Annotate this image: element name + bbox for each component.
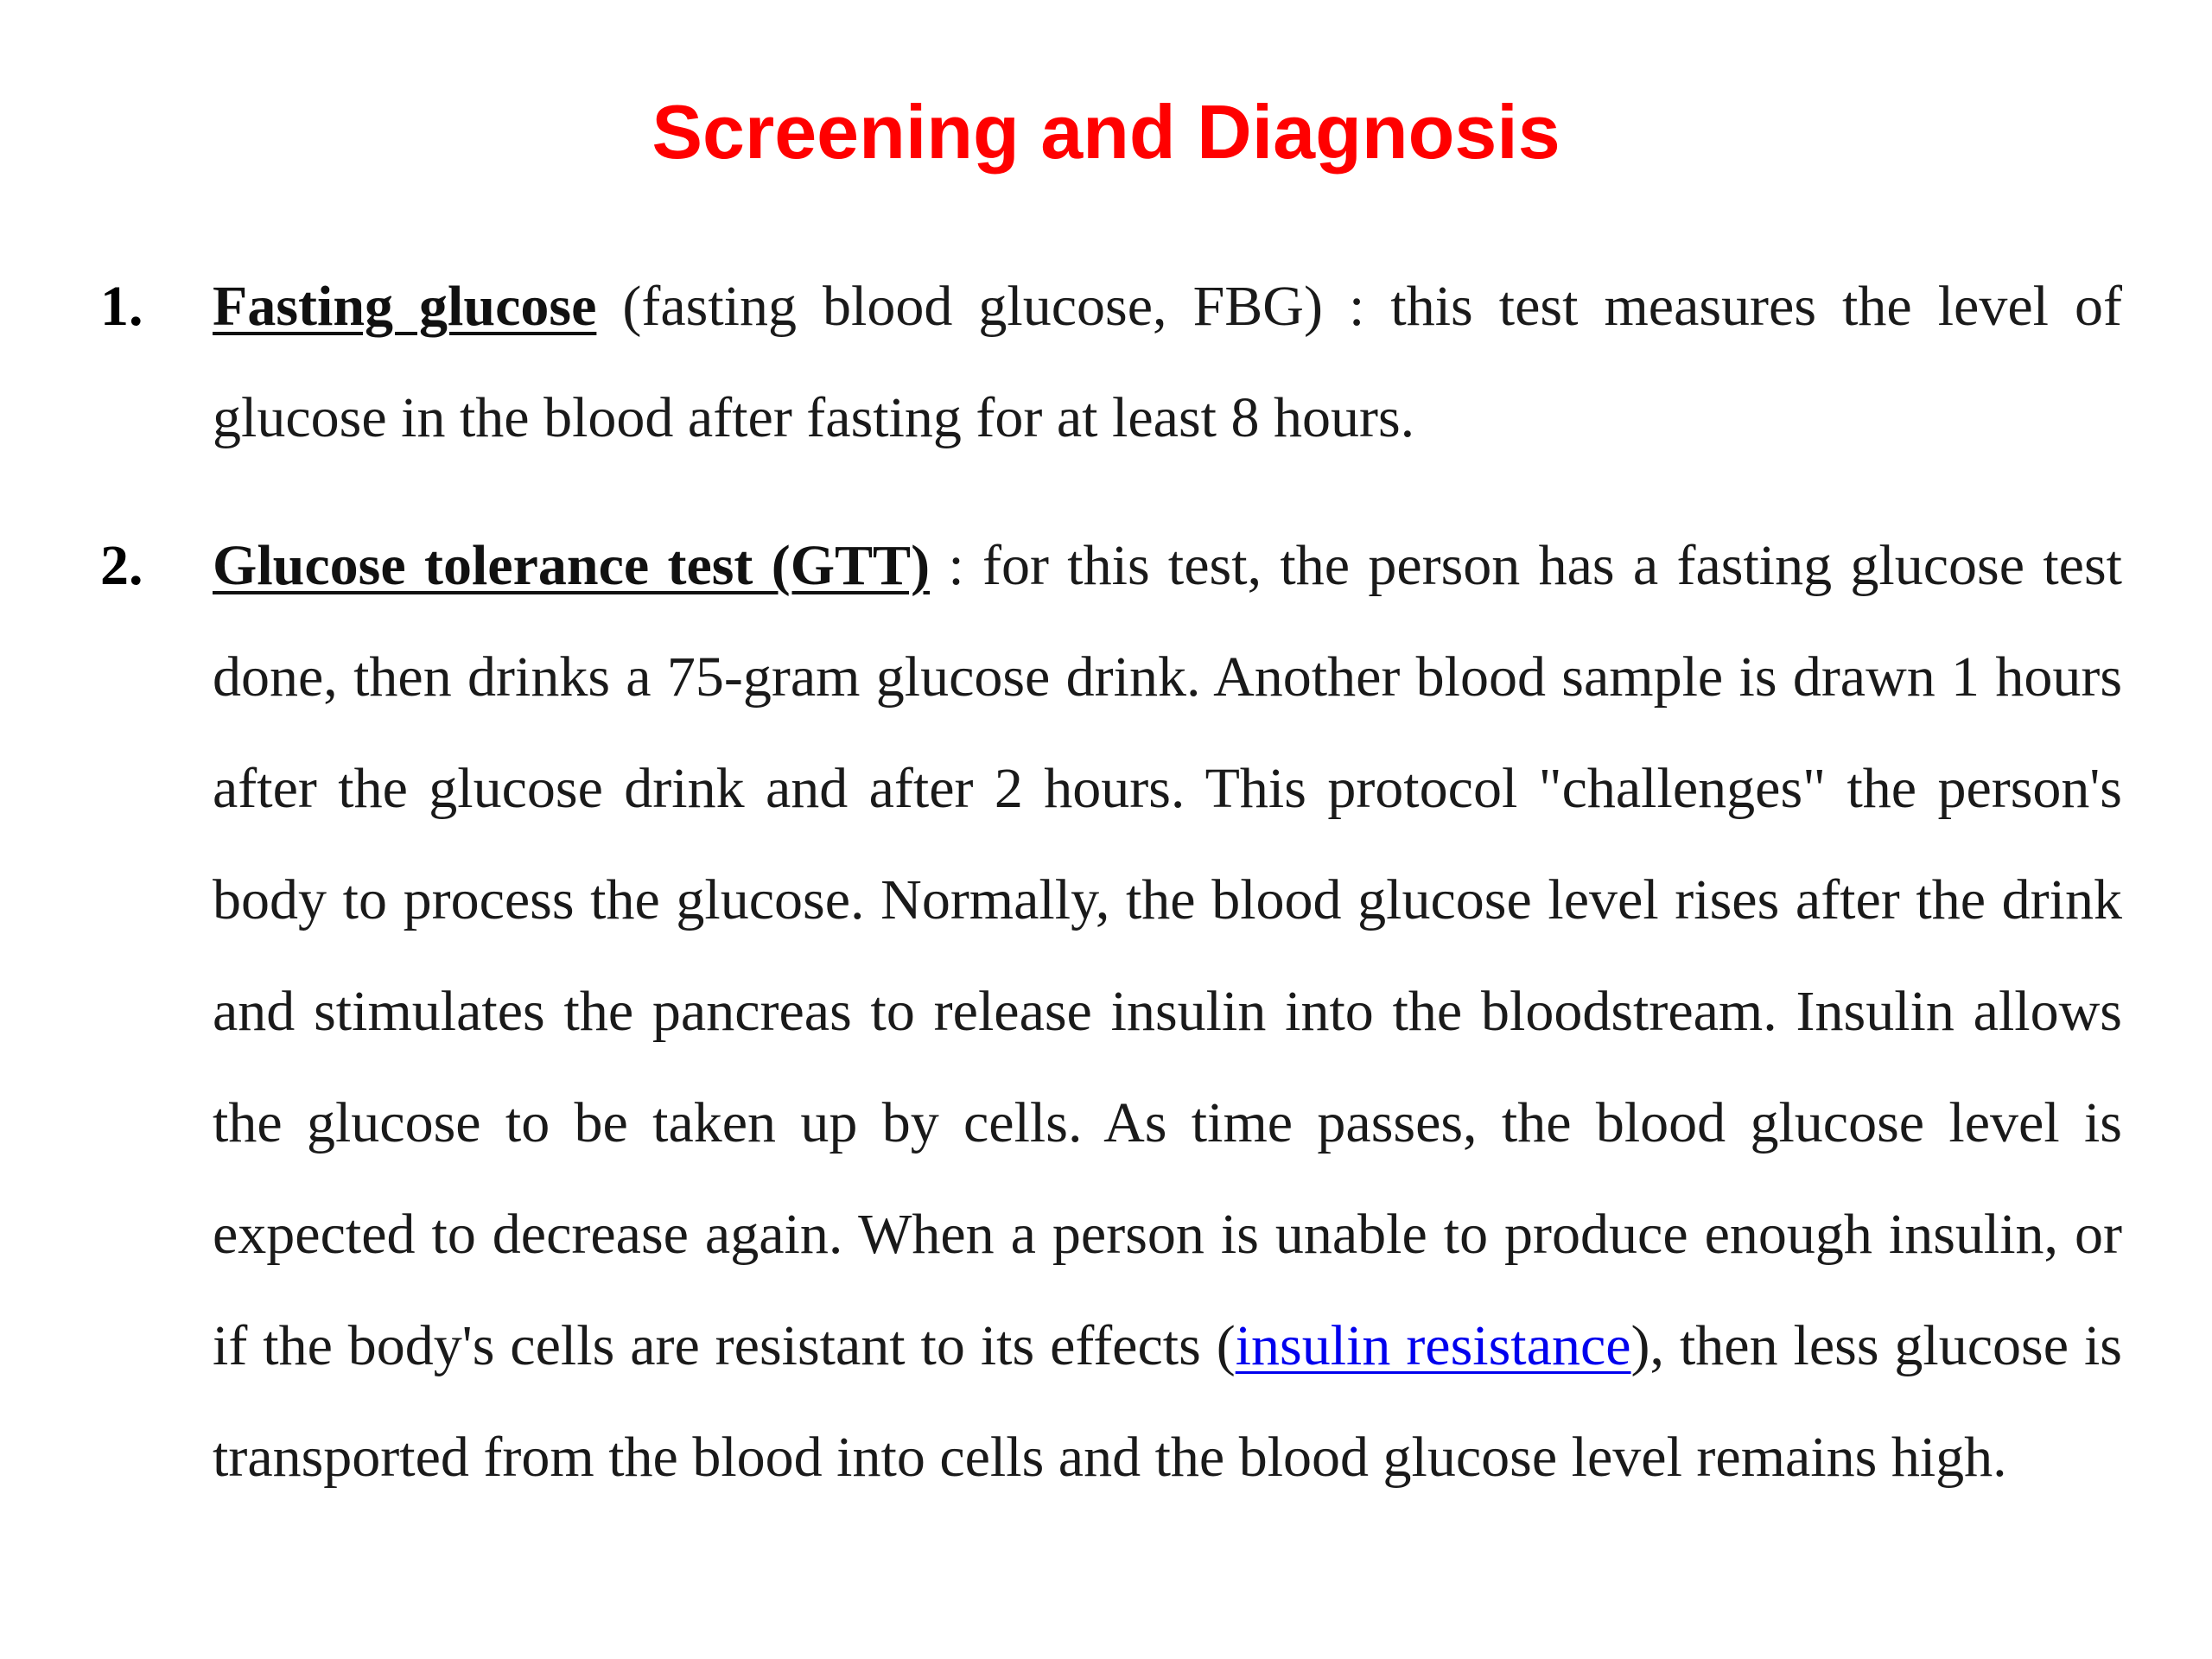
list-number: 2. [100,534,143,597]
page-title: Screening and Diagnosis [652,89,1560,175]
description-text-after-link: ), then less glucose is transported from the blood into cells and the blood glucose level remains high. [213,1314,2122,1489]
insulin-resistance-link[interactable]: insulin resistance [1235,1314,1631,1377]
description-text: (fasting blood glucose, FBG) : this test measures the level of glucose in the blood after fasting for at least 8 hours. [213,275,2122,449]
list-item-paragraph [213,251,2122,474]
term-fasting-glucose: Fasting glucose [213,275,597,338]
list-number: 1. [100,275,143,338]
description-text-before-link: : for this test, the person has a fasting glucose test done, then drinks a 75-gram glucose drink. Another blood sample is drawn 1 hours after the glucose drink and after 2 hours. This protocol "challenges" the person's body to process the glucose. Normally, the blood glucose level rises after the drink and stimulates the pancreas to release insulin into the bloodstream. Insulin allows the glucose to be taken up by cells. As time passes, the blood glucose level is expected to decrease again. When a person is unable to produce enough insulin, or if the body's cells are resistant to its effects ( [213,534,2122,1377]
list-item-paragraph [213,510,2122,1513]
term-glucose-tolerance-test: Glucose tolerance test (GTT) [213,534,931,597]
